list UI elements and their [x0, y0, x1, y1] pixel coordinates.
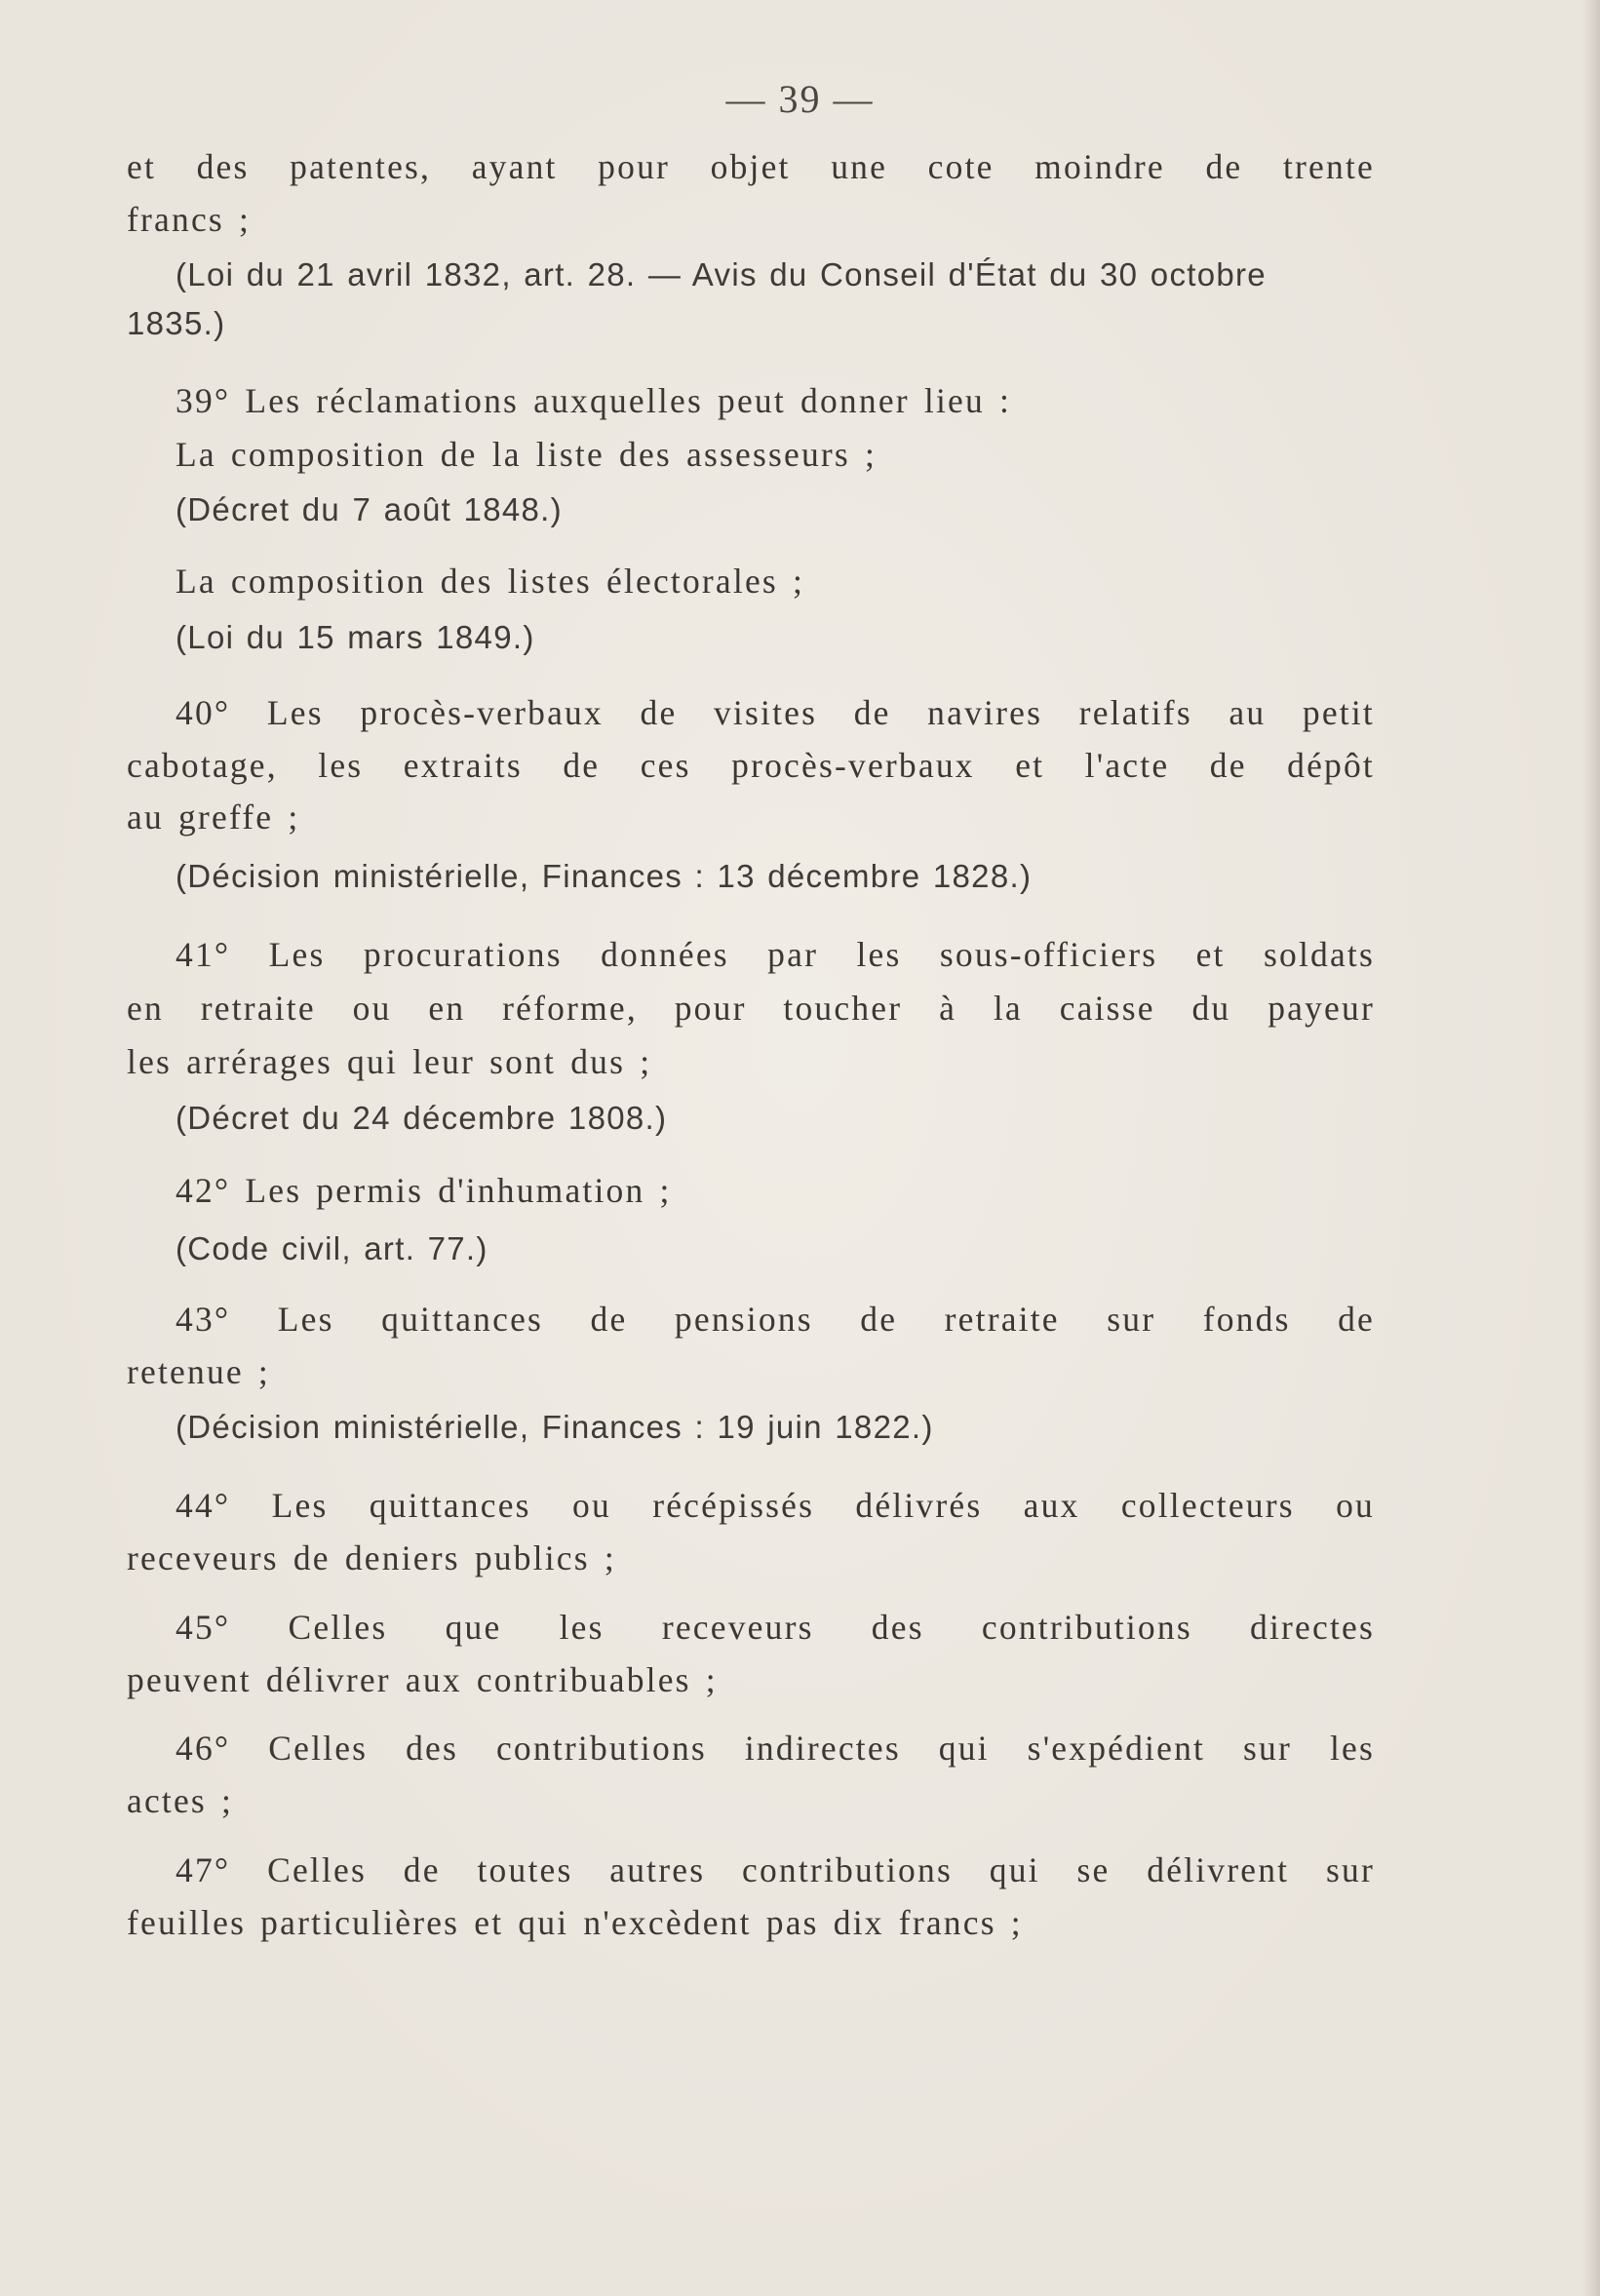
section-heading-44: 44° Les quittances ou récépissés délivrés aux collecteurs ou — [176, 1486, 1375, 1525]
section-heading-42: 42° Les permis d'inhumation ; — [176, 1171, 672, 1210]
text-line: les arrérages qui leur sont dus ; — [127, 1042, 652, 1081]
section-heading-40: 40° Les procès-verbaux de visites de navires relatifs au petit — [176, 693, 1375, 732]
legal-reference: (Code civil, art. 77.) — [176, 1230, 488, 1266]
legal-reference: (Décision ministérielle, Finances : 19 juin 1822.) — [176, 1409, 934, 1445]
text-line: et des patentes, ayant pour objet une cote moindre de trente — [127, 147, 1375, 186]
text-line: actes ; — [127, 1781, 234, 1820]
page-edge-shadow — [1582, 0, 1600, 2296]
text-line: feuilles particulières et qui n'excèdent pas dix francs ; — [127, 1903, 1023, 1942]
text-line: receveurs de deniers publics ; — [127, 1538, 616, 1577]
section-heading-46: 46° Celles des contributions indirectes qui s'expédient sur les — [176, 1729, 1375, 1768]
text-line: francs ; — [127, 200, 252, 239]
section-heading-39: 39° Les réclamations auxquelles peut donner lieu : — [176, 381, 1012, 420]
text-line: au greffe ; — [127, 798, 300, 837]
section-heading-45: 45° Celles que les receveurs des contributions directes — [176, 1608, 1375, 1647]
section-heading-47: 47° Celles de toutes autres contributions qui se délivrent sur — [176, 1850, 1375, 1889]
legal-reference: 1835.) — [127, 305, 226, 341]
legal-reference: (Décret du 24 décembre 1808.) — [176, 1100, 668, 1136]
text-line: La composition de la liste des assesseurs ; — [176, 435, 878, 474]
text-line: peuvent délivrer aux contribuables ; — [127, 1660, 718, 1699]
legal-reference: (Loi du 15 mars 1849.) — [176, 619, 535, 655]
text-line: retenue ; — [127, 1352, 270, 1391]
text-line: La composition des listes électorales ; — [176, 562, 805, 601]
section-heading-41: 41° Les procurations données par les sous-officiers et soldats — [176, 935, 1375, 974]
text-line: en retraite ou en réforme, pour toucher à la caisse du payeur — [127, 989, 1375, 1028]
page-number: — 39 — — [725, 77, 875, 121]
section-heading-43: 43° Les quittances de pensions de retraite sur fonds de — [176, 1300, 1375, 1339]
text-line: cabotage, les extraits de ces procès-verbaux et l'acte de dépôt — [127, 746, 1375, 785]
legal-reference: (Décision ministérielle, Finances : 13 décembre 1828.) — [176, 858, 1033, 894]
legal-reference: (Loi du 21 avril 1832, art. 28. — Avis du Conseil d'État du 30 octobre — [176, 256, 1267, 292]
legal-reference: (Décret du 7 août 1848.) — [176, 491, 563, 527]
